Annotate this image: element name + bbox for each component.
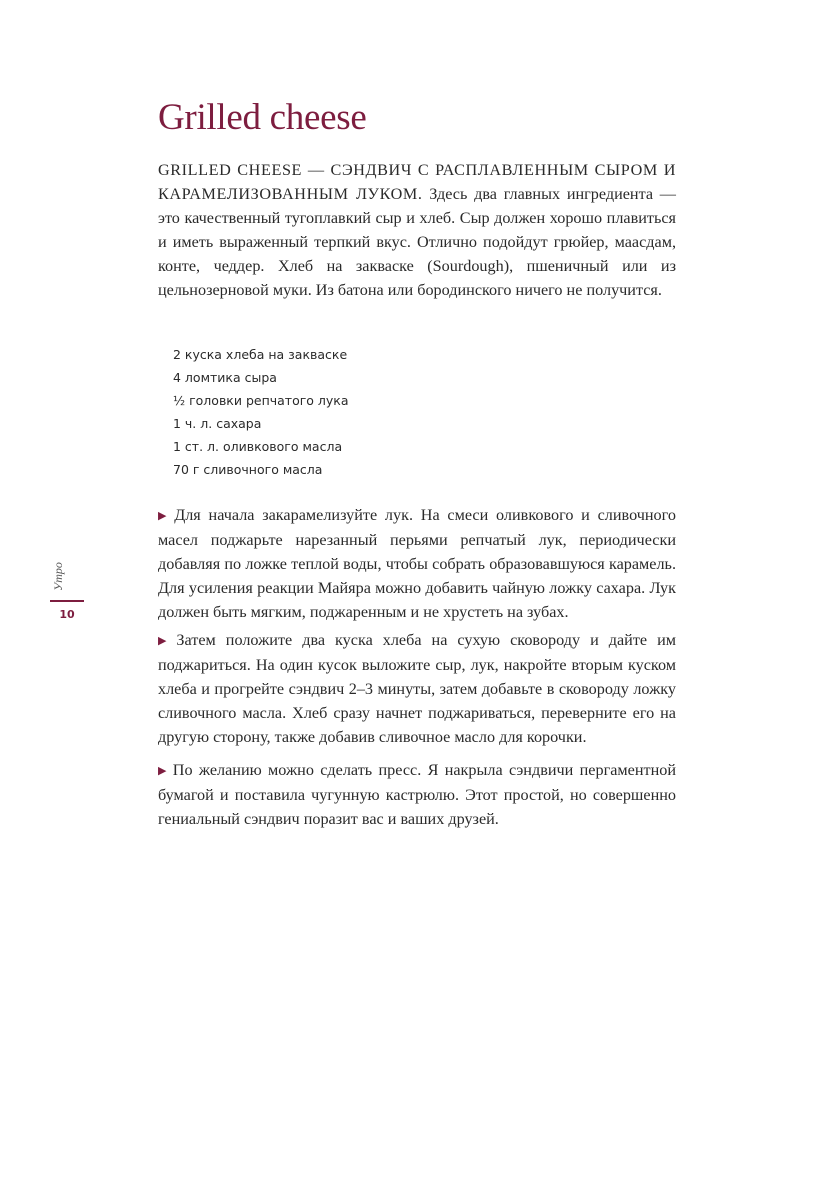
triangle-bullet-icon: ▶ — [158, 510, 171, 522]
step-text: Затем положите два куска хлеба на сухую сковороду и дайте им поджариться. На один кусок выложите сыр, лук, накройте вторым куском хлеба и прогрейте сэндвич 2–3 минуты, затем добавьте в сковороду ложку сливочного масла. Хлеб сразу начнет поджариваться, переверните его на другую сторону, также добавив сливочное масло для корочки. — [158, 631, 676, 746]
section-divider — [50, 600, 84, 602]
step-paragraph-2 — [158, 628, 676, 749]
ingredient-item: 1 ч. л. сахара — [173, 416, 262, 431]
step-paragraph-1 — [158, 503, 676, 624]
triangle-bullet-icon: ▶ — [158, 765, 169, 777]
step-paragraph-3 — [158, 758, 676, 831]
section-label — [46, 556, 70, 596]
page-number: 10 — [59, 608, 75, 621]
step-text: По желанию можно сделать пресс. Я накрыла сэндвичи пергаментной бумагой и поставила чугунную кастрюлю. Этот простой, но совершенно гениальный сэндвич поразит вас и ваших друзей. — [158, 761, 676, 828]
ingredients-list — [173, 343, 349, 481]
ingredient-item: 2 куска хлеба на закваске — [173, 347, 348, 362]
triangle-bullet-icon: ▶ — [158, 635, 173, 647]
intro-lead: GRILLED CHEESE — СЭНДВИЧ С РАСПЛАВЛЕННЫМ СЫРОМ И КАРАМЕЛИЗОВАННЫМ ЛУКОМ. — [158, 161, 676, 203]
intro-text: Здесь два главных ингредиента — это качественный тугоплавкий сыр и хлеб. Сыр должен хорошо плавиться и иметь выраженный терпкий вкус. Отлично подойдут грюйер, маасдам, конте, чеддер. Хлеб на закваске (Sourdough), пшеничный или из цельнозерновой муки. Из батона или бородинского ничего не получится. — [158, 185, 676, 299]
ingredient-item: 70 г сливочного масла — [173, 462, 323, 477]
step-text: Для начала закарамелизуйте лук. На смеси оливкового и сливочного масел поджарьте нарезанный перьями репчатый лук, периодически добавляя по ложке теплой воды, чтобы собрать образовавшуюся карамель. Для усиления реакции Майяра можно добавить чайную ложку сахара. Лук должен быть мягким, поджаренным и не хрустеть на зубах. — [158, 506, 676, 621]
intro-paragraph — [158, 158, 676, 302]
ingredient-item: 4 ломтика сыра — [173, 370, 277, 385]
ingredient-item: ½ головки репчатого лука — [173, 393, 349, 408]
recipe-title: Grilled cheese — [158, 97, 367, 138]
section-label-text: Утро — [50, 561, 65, 591]
ingredient-item: 1 ст. л. оливкового масла — [173, 439, 343, 454]
